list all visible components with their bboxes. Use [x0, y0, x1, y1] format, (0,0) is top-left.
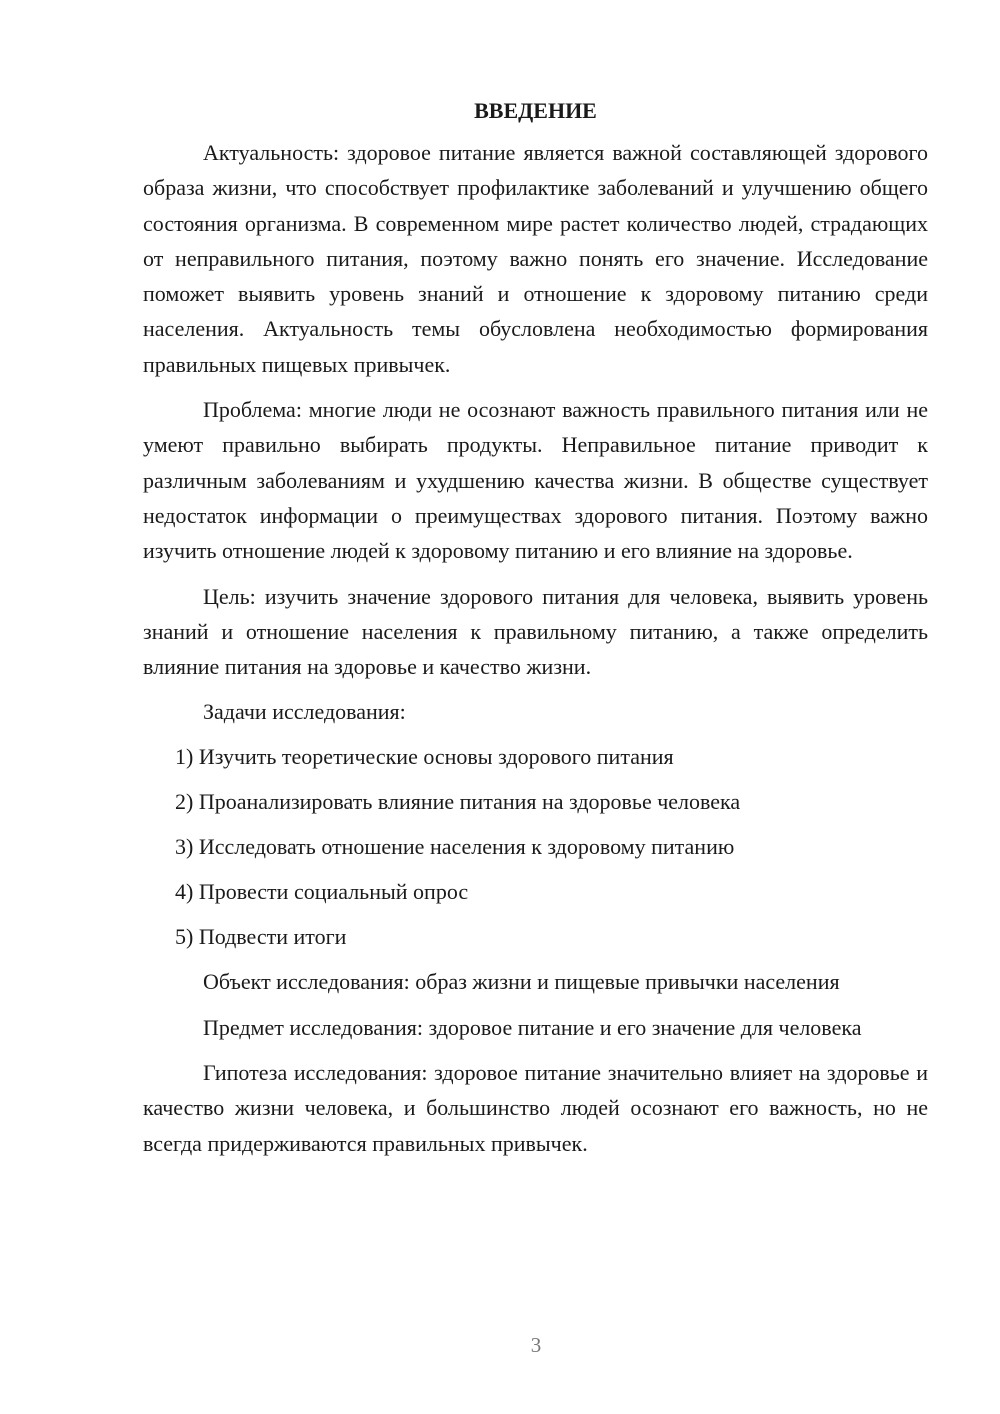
- page-title: ВВЕДЕНИЕ: [474, 98, 597, 123]
- task-item: 2) Проанализировать влияние питания на здоровье человека: [175, 789, 741, 815]
- task-list: [143, 739, 928, 954]
- page-number: 3: [530, 1333, 542, 1357]
- task-item: 5) Подвести итоги: [175, 924, 347, 950]
- tasks-heading: Задачи исследования:: [203, 699, 406, 725]
- problem-paragraph: Проблема: многие люди не осознают важность правильного питания или не умеют правильно выбирать продукты. Неправильное питание приводит к различным заболеваниям и ухудшению качества жизни. В обществе существует недостаток информации о преимуществах здорового питания. Поэтому важно изучить отношение людей к здоровому питанию и его влияние на здоровье.: [143, 397, 928, 564]
- task-item: 3) Исследовать отношение населения к здоровому питанию: [175, 834, 735, 860]
- object-paragraph: Объект исследования: образ жизни и пищевые привычки населения: [203, 969, 840, 995]
- goal-paragraph: Цель: изучить значение здорового питания для человека, выявить уровень знаний и отношение населения к правильному питанию, а также определить влияние питания на здоровье и качество жизни.: [143, 583, 928, 680]
- hypothesis-paragraph: Гипотеза исследования: здоровое питание значительно влияет на здоровье и качество жизни человека, и большинство людей осознают его важность, но не всегда придерживаются правильных привычек.: [143, 1060, 928, 1156]
- page-content: [143, 93, 928, 1171]
- task-item: 1) Изучить теоретические основы здорового питания: [175, 744, 674, 770]
- relevance-paragraph: Актуальность: здоровое питание является важной составляющей здорового образа жизни, что способствует профилактике заболеваний и улучшению общего состояния организма. В современном мире растет количество людей, страдающих от неправильного питания, поэтому важно понять его значение. Исследование поможет выявить уровень знаний и отношение к здоровому питанию среди населения. Актуальность темы обусловлена необходимостью формирования правильных пищевых привычек.: [143, 140, 928, 377]
- subject-paragraph: Предмет исследования: здоровое питание и его значение для человека: [203, 1014, 862, 1040]
- task-item: 4) Провести социальный опрос: [175, 879, 469, 905]
